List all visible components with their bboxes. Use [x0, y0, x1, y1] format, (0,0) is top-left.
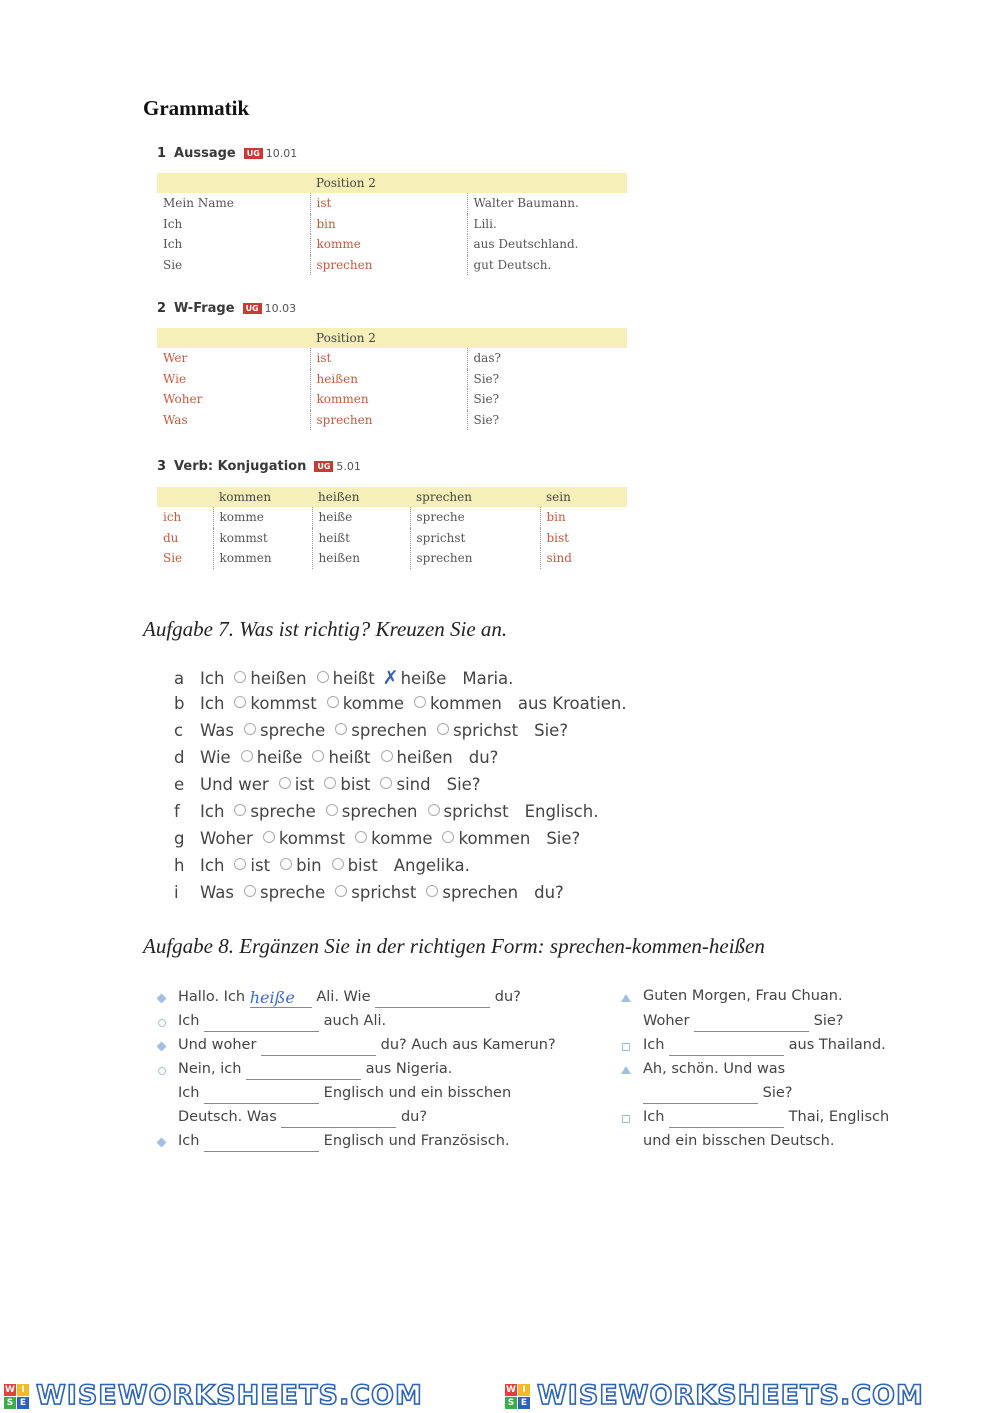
table-header: heißen — [312, 487, 410, 507]
item-letter: e — [174, 775, 185, 794]
table-header: kommen — [213, 487, 312, 507]
option-label: kommen — [458, 829, 531, 848]
radio-option[interactable] — [244, 885, 256, 897]
table-row — [157, 410, 627, 431]
table-row — [157, 214, 627, 235]
section-number: 1 — [157, 146, 167, 161]
dialogue-text: und ein bisschen Deutsch. — [643, 1133, 835, 1149]
section-1-heading — [157, 146, 297, 161]
item-rest: du? — [534, 883, 564, 902]
item-letter: g — [174, 829, 185, 848]
gap-field[interactable] — [250, 988, 312, 1008]
speaker-b-bullet-icon — [622, 1115, 630, 1123]
dialogue-line — [178, 1013, 386, 1032]
speaker-a-bullet-icon — [621, 994, 631, 1002]
handwritten-answer: heiße — [249, 988, 295, 1007]
dialogue-line — [178, 988, 521, 1008]
table-row — [157, 548, 627, 569]
dialogue-line — [178, 1109, 427, 1128]
dialogue-text: Nein, ich — [178, 1061, 242, 1077]
checked-cross-icon[interactable]: ✗ — [382, 667, 399, 689]
exercise-item-i — [174, 883, 564, 902]
dialogue-text: Sie? — [813, 1013, 844, 1029]
exercise-item-f — [174, 802, 598, 821]
dialogue-line — [643, 1109, 889, 1128]
option-label: sprechen — [442, 883, 519, 902]
table-header: Position 2 — [310, 173, 467, 193]
footer-watermark — [0, 1378, 1000, 1413]
table-row — [157, 234, 627, 255]
item-subject: Und wer — [200, 775, 269, 794]
item-letter: c — [174, 721, 184, 740]
option-label: sprechen — [351, 721, 428, 740]
ug-reference: 10.03 — [264, 302, 297, 315]
radio-option[interactable] — [234, 858, 246, 870]
table-header: Position 2 — [310, 328, 467, 348]
item-rest: aus Kroatien. — [517, 694, 627, 713]
option-label: bin — [296, 856, 322, 875]
dialogue-line — [178, 1133, 510, 1152]
dialogue-text: Sie? — [762, 1085, 793, 1101]
radio-option[interactable] — [244, 723, 256, 735]
radio-option[interactable] — [326, 804, 338, 816]
dialogue-text: Hallo. Ich — [178, 989, 246, 1005]
table-row — [157, 389, 627, 410]
logo-letter: E — [17, 1397, 29, 1409]
option-label: heißt — [328, 748, 371, 767]
dialogue-text: Englisch und Französisch. — [323, 1133, 510, 1149]
dialogue-text: Ich — [178, 1013, 200, 1029]
dialogue-text: Ich — [643, 1037, 665, 1053]
section-label: Verb: Konjugation — [174, 459, 307, 474]
gap-field[interactable] — [281, 1111, 396, 1128]
brand-text: WISEWORKSHEETS.COM — [36, 1380, 423, 1411]
dialogue-text: Ich — [178, 1085, 200, 1101]
speaker-b-bullet-icon — [622, 1043, 630, 1051]
option-label: kommst — [250, 694, 317, 713]
gap-field[interactable] — [204, 1015, 319, 1032]
table-cell: Sie? — [467, 389, 627, 410]
logo-letter: I — [17, 1384, 29, 1396]
radio-option[interactable] — [426, 885, 438, 897]
item-subject: Ich — [200, 694, 225, 713]
table-cell: Sie? — [467, 410, 627, 431]
gap-field[interactable] — [375, 991, 490, 1008]
gap-field[interactable] — [694, 1015, 809, 1032]
exercise-item-c — [174, 721, 568, 740]
table-cell-pronoun: du — [163, 530, 179, 545]
option-label: heißen — [396, 748, 453, 767]
option-label: sprichst — [351, 883, 417, 902]
speaker-a-bullet-icon — [157, 1042, 167, 1052]
table-row — [157, 348, 627, 369]
table-cell: Ich — [163, 237, 183, 252]
gap-field[interactable] — [643, 1087, 758, 1104]
exercise-item-e — [174, 775, 481, 794]
option-label: ist — [250, 856, 271, 875]
radio-option[interactable] — [317, 671, 329, 683]
item-subject: Ich — [200, 669, 225, 688]
dialogue-text: Ali. Wie — [316, 989, 371, 1005]
exercise-item-b — [174, 694, 627, 713]
ug-badge: UG — [244, 148, 263, 159]
dialogue-line — [178, 1061, 452, 1080]
table-cell: heißt — [312, 528, 410, 549]
dialogue-line — [643, 1085, 792, 1104]
section-2-heading — [157, 301, 296, 316]
radio-option[interactable] — [380, 777, 392, 789]
dialogue-text: Ich — [178, 1133, 200, 1149]
dialogue-line — [643, 1037, 886, 1056]
gap-field[interactable] — [669, 1039, 784, 1056]
ug-reference: 10.01 — [265, 147, 298, 160]
section-label: Aussage — [174, 146, 236, 161]
radio-option[interactable] — [234, 671, 246, 683]
item-subject: Wie — [200, 748, 231, 767]
logo-letter: S — [4, 1397, 16, 1409]
item-rest: Sie? — [446, 775, 481, 794]
radio-option[interactable] — [414, 696, 426, 708]
item-subject: Ich — [200, 802, 225, 821]
option-label: heißen — [250, 669, 307, 688]
table-row — [157, 507, 627, 528]
logo-letter: W — [5, 1385, 15, 1395]
w-frage-table — [157, 328, 627, 430]
radio-option[interactable] — [437, 723, 449, 735]
brand-logo-icon — [4, 1384, 30, 1410]
logo-letter: S — [505, 1397, 517, 1409]
table-header: sprechen — [410, 487, 540, 507]
ug-badge: UG — [314, 461, 333, 472]
item-letter: f — [174, 802, 180, 821]
option-label: sprechen — [341, 802, 418, 821]
option-label: sind — [396, 775, 431, 794]
item-rest: Sie? — [534, 721, 569, 740]
exercise-item-a — [174, 667, 513, 689]
table-cell-verb: sprechen — [310, 410, 467, 431]
option-label: spreche — [259, 883, 326, 902]
item-rest: Sie? — [546, 829, 581, 848]
radio-option[interactable] — [241, 750, 253, 762]
table-row — [157, 193, 627, 214]
logo-letter: W — [506, 1385, 516, 1395]
section-number: 2 — [157, 301, 167, 316]
table-cell-pronoun: Sie — [163, 551, 183, 566]
table-cell: komme — [213, 507, 312, 528]
speaker-b-bullet-icon — [158, 1019, 166, 1027]
table-cell: bist — [540, 528, 627, 549]
section-number: 3 — [157, 459, 167, 474]
table-row — [157, 528, 627, 549]
radio-option[interactable] — [234, 696, 246, 708]
dialogue-text: Thai, Englisch — [788, 1109, 890, 1125]
radio-option[interactable] — [279, 777, 291, 789]
option-label: komme — [342, 694, 405, 713]
exercise-item-h — [174, 856, 470, 875]
task-8-title: Aufgabe 8. Ergänzen Sie in der richtigen Form: sprechen-kommen-heißen — [143, 934, 765, 958]
speaker-a-bullet-icon — [157, 994, 167, 1004]
table-row — [157, 369, 627, 390]
option-label: heißt — [332, 669, 375, 688]
dialogue-text: Deutsch. Was — [178, 1109, 277, 1125]
task-7-title: Aufgabe 7. Was ist richtig? Kreuzen Sie an. — [143, 617, 508, 641]
radio-option[interactable] — [280, 858, 292, 870]
table-cell: heißen — [312, 548, 410, 569]
radio-option[interactable] — [327, 696, 339, 708]
ug-reference: 5.01 — [336, 460, 361, 473]
table-cell: das? — [467, 348, 627, 369]
table-cell: kommst — [213, 528, 312, 549]
page-title: Grammatik — [143, 96, 250, 120]
table-cell-verb: komme — [310, 234, 467, 255]
ug-badge: UG — [243, 303, 262, 314]
table-cell-question-word: Wie — [163, 371, 187, 386]
table-cell-verb: heißen — [310, 369, 467, 390]
table-cell-verb: ist — [310, 193, 467, 214]
table-cell: heiße — [312, 507, 410, 528]
gap-field[interactable] — [204, 1135, 319, 1152]
table-cell: gut Deutsch. — [467, 255, 627, 276]
dialogue-text: Guten Morgen, Frau Chuan. — [643, 988, 843, 1004]
radio-option[interactable] — [428, 804, 440, 816]
option-label: kommst — [278, 829, 346, 848]
dialogue-text: du? — [494, 989, 521, 1005]
table-cell-verb: ist — [310, 348, 467, 369]
dialogue-text: Ah, schön. Und was — [643, 1061, 786, 1077]
table-row — [157, 255, 627, 276]
dialogue-text: du? — [400, 1109, 428, 1125]
gap-field[interactable] — [669, 1111, 784, 1128]
dialogue-line — [643, 1133, 834, 1149]
option-label: ist — [294, 775, 315, 794]
radio-option[interactable] — [442, 831, 454, 843]
table-cell-question-word: Woher — [163, 392, 203, 407]
item-rest: Angelika. — [393, 856, 470, 875]
option-label: spreche — [259, 721, 326, 740]
option-label: sprichst — [443, 802, 509, 821]
option-label: heiße — [256, 748, 303, 767]
item-letter: b — [174, 694, 185, 713]
table-cell-question-word: Wer — [163, 351, 188, 366]
dialogue-text: aus Thailand. — [788, 1037, 886, 1053]
radio-option[interactable] — [263, 831, 275, 843]
dialogue-text: Und woher — [178, 1037, 257, 1053]
dialogue-text: aus Nigeria. — [365, 1061, 453, 1077]
item-letter: a — [174, 669, 185, 688]
logo-letter: I — [518, 1384, 530, 1396]
table-cell: spreche — [410, 507, 540, 528]
item-letter: i — [174, 883, 179, 902]
table-cell: sprichst — [410, 528, 540, 549]
option-label: heiße — [400, 669, 447, 688]
table-cell-verb: sprechen — [310, 255, 467, 276]
exercise-item-d — [174, 748, 498, 767]
table-cell: kommen — [213, 548, 312, 569]
radio-option[interactable] — [312, 750, 324, 762]
table-cell: sprechen — [410, 548, 540, 569]
speaker-a-bullet-icon — [621, 1066, 631, 1074]
dialogue-line — [643, 1061, 785, 1077]
item-subject: Was — [200, 883, 234, 902]
option-label: spreche — [250, 802, 316, 821]
option-label: bist — [347, 856, 378, 875]
radio-option[interactable] — [335, 723, 347, 735]
brand-logo-icon — [505, 1384, 531, 1410]
table-cell: Ich — [163, 216, 183, 231]
aussage-table — [157, 173, 627, 275]
option-label: komme — [371, 829, 433, 848]
radio-option[interactable] — [324, 777, 336, 789]
item-letter: h — [174, 856, 185, 875]
item-letter: d — [174, 748, 185, 767]
gap-field[interactable] — [204, 1087, 319, 1104]
item-rest: du? — [468, 748, 499, 767]
table-cell: Mein Name — [163, 196, 234, 211]
table-cell: Sie — [163, 257, 183, 272]
item-subject: Ich — [200, 856, 225, 875]
speaker-b-bullet-icon — [158, 1067, 166, 1075]
table-cell: bin — [540, 507, 627, 528]
konjugation-table — [157, 487, 627, 569]
table-cell-question-word: Was — [163, 412, 188, 427]
dialogue-line — [178, 1037, 556, 1056]
table-cell-pronoun: ich — [163, 510, 182, 525]
dialogue-text: Ich — [643, 1109, 665, 1125]
gap-field[interactable] — [261, 1039, 376, 1056]
section-3-heading — [157, 459, 361, 474]
dialogue-text: auch Ali. — [323, 1013, 387, 1029]
radio-option[interactable] — [234, 804, 246, 816]
dialogue-line — [643, 1013, 844, 1032]
table-header: sein — [540, 487, 627, 507]
dialogue-text: du? Auch aus Kamerun? — [380, 1037, 556, 1053]
logo-letter: E — [518, 1397, 530, 1409]
table-cell: aus Deutschland. — [467, 234, 627, 255]
option-label: kommen — [430, 694, 502, 713]
exercise-item-g — [174, 829, 580, 848]
radio-option[interactable] — [355, 831, 367, 843]
dialogue-line — [643, 988, 843, 1004]
radio-option[interactable] — [381, 750, 393, 762]
gap-field[interactable] — [246, 1063, 361, 1080]
speaker-a-bullet-icon — [157, 1138, 167, 1148]
item-rest: Englisch. — [524, 802, 599, 821]
item-subject: Was — [200, 721, 234, 740]
section-label: W-Frage — [174, 301, 235, 316]
brand-text: WISEWORKSHEETS.COM — [537, 1380, 924, 1411]
item-subject: Woher — [200, 829, 253, 848]
dialogue-text: Englisch und ein bisschen — [323, 1085, 512, 1101]
option-label: sprichst — [453, 721, 519, 740]
radio-option[interactable] — [335, 885, 347, 897]
table-cell-verb: bin — [310, 214, 467, 235]
table-cell-verb: kommen — [310, 389, 467, 410]
dialogue-text: Woher — [643, 1013, 690, 1029]
radio-option[interactable] — [332, 858, 344, 870]
table-cell: Lili. — [467, 214, 627, 235]
dialogue-line — [178, 1085, 511, 1104]
table-cell: sind — [540, 548, 627, 569]
item-rest: Maria. — [462, 669, 514, 688]
table-cell: Walter Baumann. — [467, 193, 627, 214]
option-label: bist — [340, 775, 371, 794]
table-cell: Sie? — [467, 369, 627, 390]
